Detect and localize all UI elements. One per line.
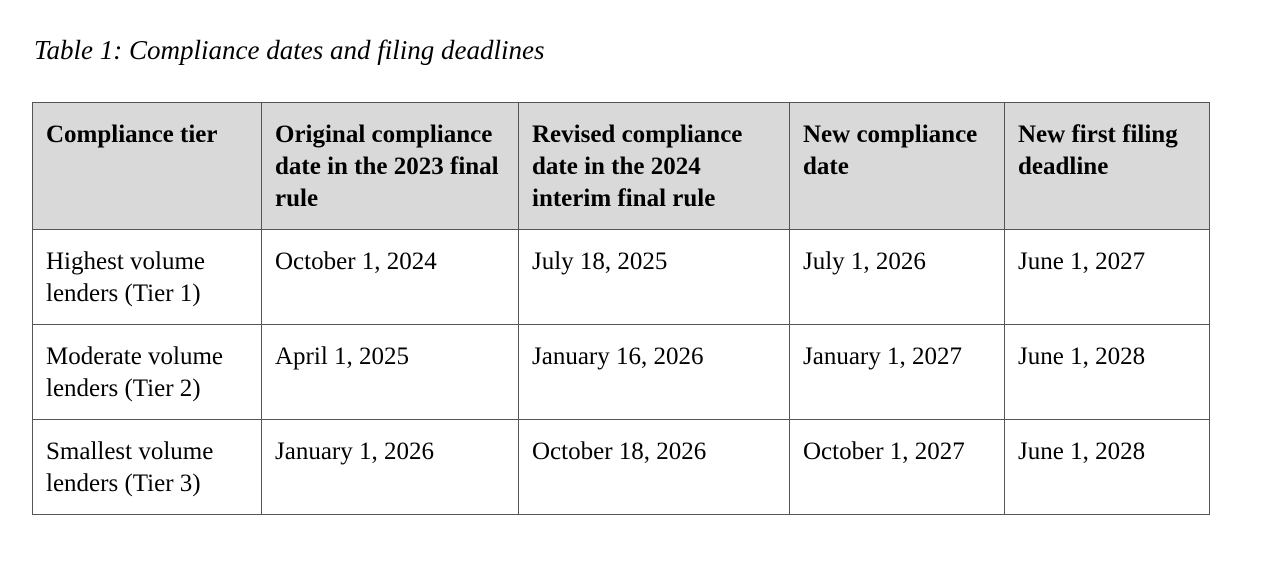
table-cell: January 1, 2026 (262, 420, 519, 515)
table-cell: Highest volume lenders (Tier 1) (33, 230, 262, 325)
table-cell: Moderate volume lenders (Tier 2) (33, 325, 262, 420)
table-cell: April 1, 2025 (262, 325, 519, 420)
table-cell: July 18, 2025 (519, 230, 790, 325)
table-cell: January 1, 2027 (790, 325, 1005, 420)
table-cell: January 16, 2026 (519, 325, 790, 420)
table-row (33, 230, 1210, 325)
header-new-compliance-date: New compliance date (790, 103, 1005, 230)
compliance-dates-table (32, 102, 1210, 515)
table-header-row (33, 103, 1210, 230)
table-cell: June 1, 2027 (1005, 230, 1210, 325)
header-new-first-filing-deadline: New first filing deadline (1005, 103, 1210, 230)
table-row (33, 420, 1210, 515)
table-cell: June 1, 2028 (1005, 325, 1210, 420)
header-original-compliance-date: Original compliance date in the 2023 final rule (262, 103, 519, 230)
header-compliance-tier: Compliance tier (33, 103, 262, 230)
table-caption: Table 1: Compliance dates and filing deadlines (34, 35, 545, 65)
table-cell: Smallest volume lenders (Tier 3) (33, 420, 262, 515)
table-cell: October 1, 2027 (790, 420, 1005, 515)
table-cell: July 1, 2026 (790, 230, 1005, 325)
table-cell: October 18, 2026 (519, 420, 790, 515)
table-cell: October 1, 2024 (262, 230, 519, 325)
table-cell: June 1, 2028 (1005, 420, 1210, 515)
table-row (33, 325, 1210, 420)
header-revised-compliance-date: Revised compliance date in the 2024 interim final rule (519, 103, 790, 230)
